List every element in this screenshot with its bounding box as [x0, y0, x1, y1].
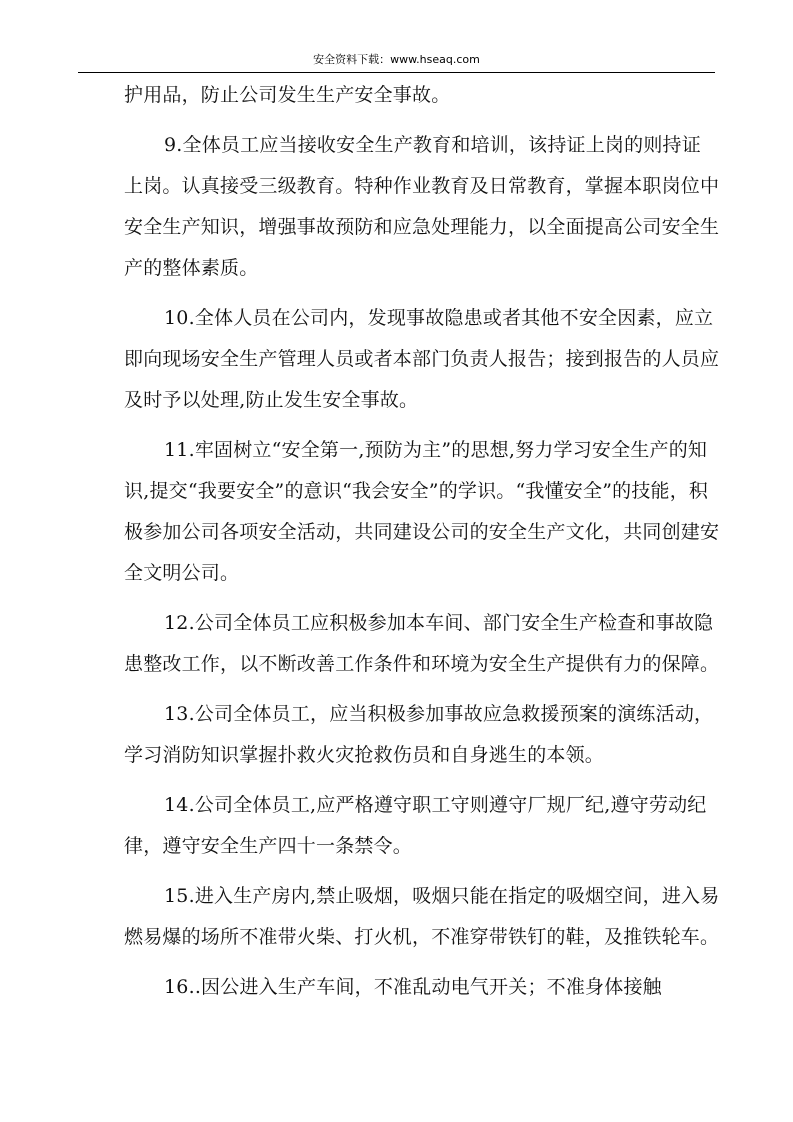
- paragraph-item-13: 13.公司全体员工，应当积极参加事故应急救援预案的演练活动，学习消防知识掌握扑救火灾抢救伤员和自身逃生的本领。: [124, 703, 714, 766]
- paragraph-item-16: 16..因公进入生产车间，不准乱动电气开关；不准身体接触: [164, 976, 662, 998]
- paragraph-item-12: 12.公司全体员工应积极参加本车间、部门安全生产检查和事故隐患整改工作，以不断改善工作条件和环境为安全生产提供有力的保障。: [124, 612, 720, 675]
- paragraph-continued: 护用品，防止公司发生生产安全事故。: [124, 84, 451, 106]
- document-body: [124, 75, 720, 1017]
- page-header: [78, 52, 715, 73]
- paragraph-item-14: 14.公司全体员工,应严格遵守职工守则遵守厂规厂纪,遵守劳动纪律，遵守安全生产四十一条禁令。: [124, 794, 707, 857]
- paragraph-item-15: 15.进入生产房内,禁止吸烟，吸烟只能在指定的吸烟空间，进入易燃易爆的场所不准带火柴、打火机，不准穿带铁钉的鞋，及推铁轮车。: [124, 885, 720, 948]
- paragraph-item-9: 9.全体员工应当接收安全生产教育和培训，该持证上岗的则持证上岗。认真接受三级教育。特种作业教育及日常教育，掌握本职岗位中安全生产知识，增强事故预防和应急处理能力，以全面提高公司安全生产的整体素质。: [124, 134, 720, 279]
- header-text: 安全资料下载：www.hseaq.com: [313, 53, 480, 66]
- paragraph-item-11: 11.牢固树立“安全第一,预防为主”的思想,努力学习安全生产的知识,提交“我要安全”的意识“我会安全”的学识。“我懂安全”的技能，积极参加公司各项安全活动，共同建设公司的安全生产文化，共同创建安全文明公司。: [124, 439, 720, 584]
- paragraph-item-10: 10.全体人员在公司内，发现事故隐患或者其他不安全因素，应立即向现场安全生产管理人员或者本部门负责人报告；接到报告的人员应及时予以处理,防止发生安全事故。: [124, 307, 720, 411]
